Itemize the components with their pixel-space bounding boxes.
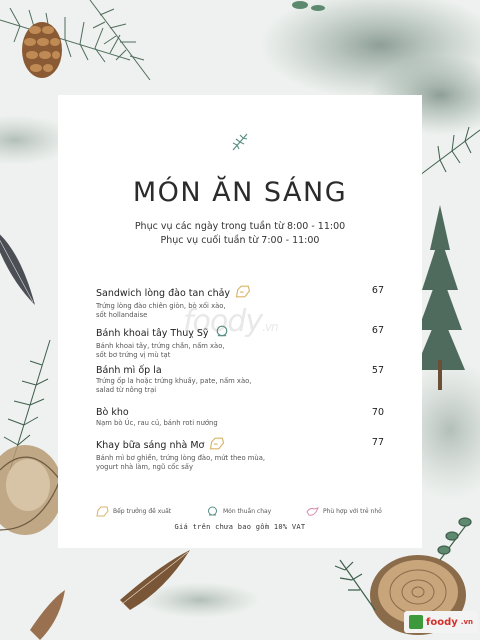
menu-item (96, 325, 384, 360)
kids-friendly-icon (306, 506, 319, 517)
menu-item-name (96, 437, 384, 453)
legend-chef: Bếp trưởng đề xuất (96, 506, 171, 517)
foody-logo-icon (409, 615, 423, 629)
menu-item-price: 67 (371, 325, 384, 336)
legend-kids: Phù hợp với trẻ nhỏ (306, 506, 382, 517)
menu-item-name-text: Sandwich lòng đào tan chảy (96, 287, 231, 299)
menu-item (96, 365, 384, 395)
menu-item (96, 437, 384, 472)
menu-item-price: 77 (371, 437, 384, 448)
menu-item-name (96, 285, 384, 301)
service-hours-weekend: Phục vụ cuối tuần từ 7:00 - 11:00 (160, 235, 320, 246)
foody-watermark: foody.vn (183, 304, 278, 339)
menu-item (96, 407, 384, 428)
menu-item-description: Bánh mì bơ ghiền, trứng lòng đào, mứt theo mùa, yogurt nhà làm, ngũ cốc sấy (96, 454, 266, 471)
menu-item-name-text: Bánh mì ốp la (96, 365, 162, 376)
menu-item-name-text: Khay bữa sáng nhà Mơ (96, 439, 205, 451)
menu-item-price: 57 (371, 365, 384, 376)
service-hours-weekdays: Phục vụ các ngày trong tuần từ 8:00 - 11:00 (134, 221, 346, 232)
chef-recommend-icon (235, 285, 251, 301)
menu-item-name (96, 365, 384, 376)
pinecone-icon (22, 22, 62, 78)
menu-item-name (96, 325, 384, 341)
vat-note: Giá trên chưa bao gồm 10% VAT (174, 523, 306, 531)
menu-item-price: 67 (371, 285, 384, 296)
vegetarian-icon (206, 506, 219, 517)
menu-item-name-text: Bánh khoai tây Thuỵ Sỹ (96, 327, 209, 339)
foody-badge[interactable]: foody .vn (404, 611, 478, 633)
menu-item-name-text: Bò kho (96, 407, 129, 418)
menu-item (96, 285, 384, 320)
menu-item-price: 70 (371, 407, 384, 418)
menu-item-description: Trứng ốp la hoặc trứng khuấy, pate, nấm xào, salad từ nông trại (96, 377, 252, 394)
chef-recommend-icon (96, 506, 109, 517)
menu-item-description: Trứng lòng đào chiên giòn, bò xối xào, sốt hollandaise (96, 302, 226, 319)
legend (96, 506, 396, 520)
menu-card (58, 95, 422, 548)
menu-item-description: Bánh khoai tây, trứng chần, nấm xào, sốt bơ trứng vị mù tạt (96, 342, 225, 359)
vegetarian-icon (214, 325, 230, 341)
legend-veg: Món thuần chay (206, 506, 271, 517)
leaf-sprig-icon (231, 132, 249, 152)
menu-item-name (96, 407, 384, 418)
menu-item-description: Nạm bò Úc, rau củ, bánh roti nướng (96, 419, 218, 427)
menu-title: MÓN ĂN SÁNG (132, 177, 348, 208)
chef-recommend-icon (209, 437, 225, 453)
